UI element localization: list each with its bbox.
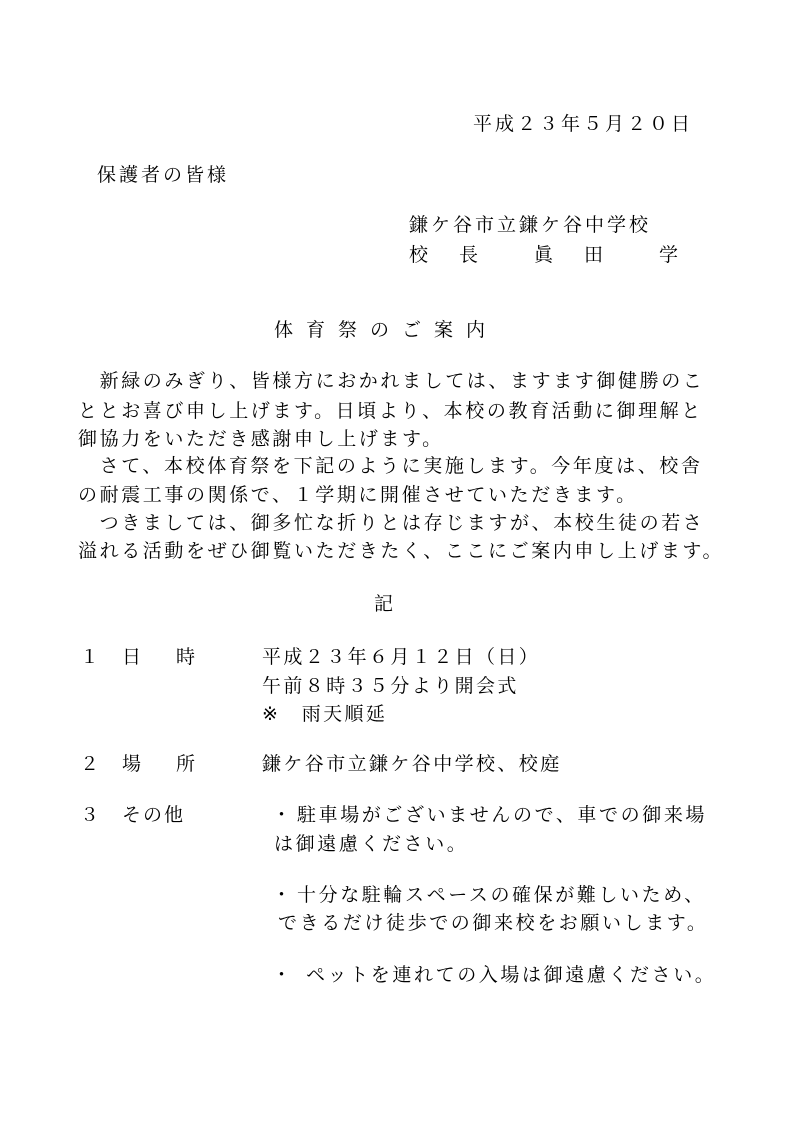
datetime-date: 平成２３年６月１２日（日）	[262, 646, 541, 668]
note-parking-line2: は御遠慮ください。	[274, 833, 469, 855]
detail-label-place: 場 所	[122, 753, 204, 775]
body-line: ととお喜び申し上げます。日頃より、本校の教育活動に御理解と	[78, 400, 703, 422]
datetime-time: 午前８時３５分より開会式	[262, 675, 519, 697]
document-title: 体育祭のご案内	[274, 319, 499, 341]
body-line: の耐震工事の関係で、１学期に開催させていただきます。	[78, 484, 638, 506]
document-date: 平成２３年５月２０日	[473, 113, 694, 135]
sender-school: 鎌ケ谷市立鎌ケ谷中学校	[409, 214, 652, 236]
recipient: 保護者の皆様	[97, 164, 230, 186]
detail-number-place: ２	[80, 753, 100, 775]
body-line: さて、本校体育祭を下記のように実施します。今年度は、校舎	[78, 455, 703, 477]
body-line: 溢れる活動をぜひ御覧いただきたく、ここにご案内申し上げます。	[78, 540, 725, 562]
place-value: 鎌ケ谷市立鎌ケ谷中学校、校庭	[262, 753, 562, 775]
detail-label-datetime: 日 時	[122, 646, 204, 668]
note-pets: ペットを連れての入場は御遠慮ください。	[306, 964, 717, 986]
bullet-icon: ・	[272, 884, 292, 906]
detail-number-other: ３	[80, 804, 100, 826]
datetime-rain-note: ※ 雨天順延	[262, 703, 388, 725]
note-bicycle-line1: 十分な駐輪スペースの確保が難しいため、	[297, 884, 706, 906]
ki-heading: 記	[374, 593, 394, 615]
detail-number-datetime: １	[80, 646, 100, 668]
bullet-icon: ・	[272, 964, 292, 986]
detail-label-other: その他	[122, 804, 186, 826]
note-bicycle-line2: できるだけ徒歩での御来校をお願いします。	[278, 912, 709, 934]
body-line: 御協力をいただき感謝申し上げます。	[78, 428, 444, 450]
note-parking-line1: 駐車場がございませんので、車での御来場	[297, 804, 708, 826]
body-line: つきましては、御多忙な折りとは存じますが、本校生徒の若さ	[78, 512, 705, 534]
bullet-icon: ・	[272, 804, 292, 826]
sender-principal: 校 長 眞 田 学	[409, 244, 685, 266]
body-line: 新緑のみぎり、皆様方におかれましては、ますます御健勝のこ	[78, 370, 705, 392]
